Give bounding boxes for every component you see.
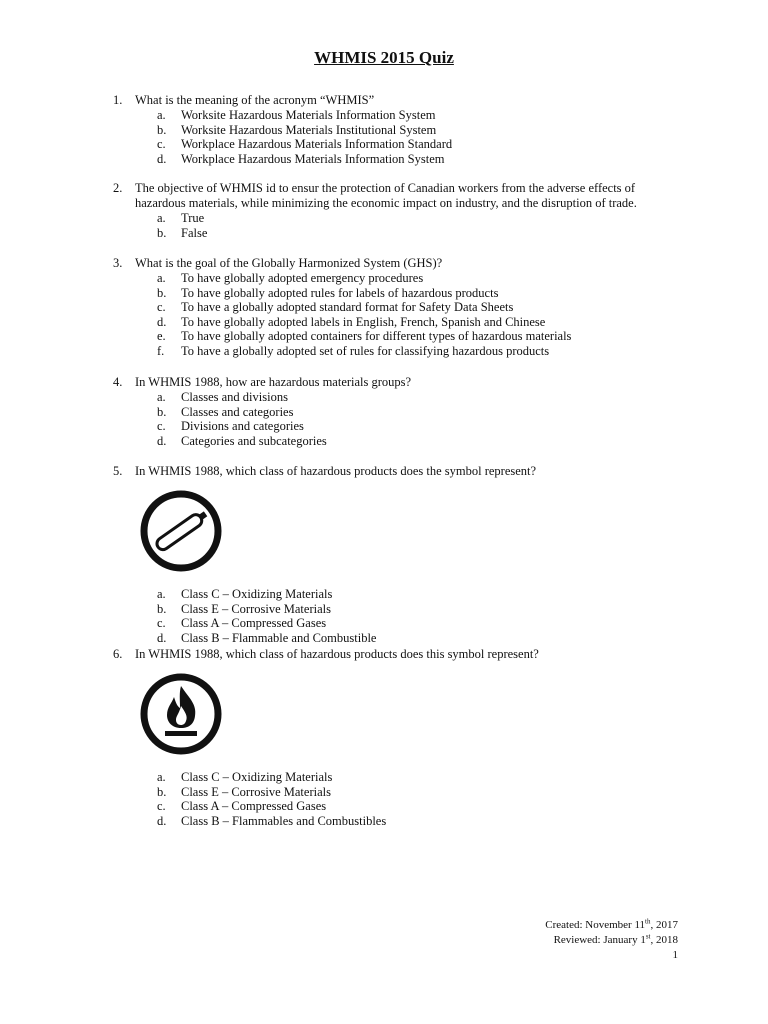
option-letter: c.	[157, 616, 166, 631]
question-text: In WHMIS 1988, which class of hazardous products does this symbol represent?	[135, 647, 539, 661]
option-text: Classes and categories	[181, 404, 294, 419]
question-number: 3.	[113, 256, 123, 270]
answer-options	[113, 390, 653, 448]
option-letter: c.	[157, 300, 166, 315]
created-ordinal: th	[645, 917, 651, 926]
option-text: Class A – Compressed Gases	[181, 799, 327, 814]
option-letter: d.	[157, 151, 167, 166]
option-letter: d.	[157, 314, 167, 329]
option-letter: b.	[157, 285, 167, 300]
answer-option	[157, 152, 653, 167]
answer-option	[157, 419, 653, 434]
question-number: 5.	[113, 464, 123, 478]
answer-options	[113, 587, 653, 645]
option-letter: b.	[157, 225, 167, 240]
answer-option	[157, 814, 653, 829]
option-letter: b.	[157, 404, 167, 419]
option-text: Class E – Corrosive Materials	[181, 601, 331, 616]
option-text: Worksite Hazardous Materials Information System	[181, 108, 436, 122]
answer-option	[157, 390, 653, 405]
option-letter: a.	[157, 211, 166, 225]
answer-option	[157, 344, 653, 359]
answer-option	[157, 602, 653, 617]
created-year: , 2017	[650, 919, 678, 931]
answer-options	[113, 211, 653, 240]
created-date	[545, 918, 678, 933]
question-4	[113, 375, 653, 448]
option-letter: d.	[157, 813, 167, 828]
answer-options	[113, 108, 653, 166]
document-footer	[545, 918, 678, 963]
option-text: To have globally adopted containers for different types of hazardous materials	[181, 329, 572, 344]
reviewed-ordinal: st	[645, 932, 651, 941]
option-letter: c.	[157, 799, 166, 814]
question-text: In WHMIS 1988, which class of hazardous products does the symbol represent?	[135, 464, 537, 478]
answer-option	[157, 300, 653, 315]
question-2	[113, 181, 653, 240]
option-text: Workplace Hazardous Materials Information Standard	[181, 137, 453, 152]
question-text: The objective of WHMIS id to ensur the protection of Canadian workers from the adverse effects of hazardous materials, while minimizing the economic impact on industry, and the disruption of trade.	[135, 181, 637, 210]
answer-option	[157, 286, 653, 301]
answer-options	[113, 271, 653, 359]
option-letter: b.	[157, 122, 167, 137]
answer-option	[157, 631, 653, 646]
question-6	[113, 647, 653, 828]
question-number: 6.	[113, 647, 123, 661]
option-text: Classes and divisions	[181, 390, 288, 404]
compressed-gas-cylinder-icon	[139, 489, 223, 573]
question-number: 4.	[113, 375, 123, 389]
option-letter: a.	[157, 770, 166, 784]
option-text: To have globally adopted rules for labels of hazardous products	[181, 285, 499, 300]
question-5	[113, 464, 653, 645]
option-letter: e.	[157, 329, 166, 344]
option-letter: d.	[157, 630, 167, 645]
option-letter: b.	[157, 784, 167, 799]
page-number: 1	[672, 949, 678, 961]
option-text: Worksite Hazardous Materials Institutional System	[181, 122, 437, 137]
option-text: To have globally adopted labels in English, French, Spanish and Chinese	[181, 314, 546, 329]
question-1	[113, 93, 653, 166]
option-text: Class B – Flammable and Combustible	[181, 630, 377, 645]
answer-option	[157, 770, 653, 785]
answer-option	[157, 226, 653, 241]
answer-option	[157, 211, 653, 226]
answer-options	[113, 770, 653, 828]
flame-icon	[139, 672, 223, 756]
question-text: What is the goal of the Globally Harmonized System (GHS)?	[135, 256, 443, 270]
option-text: Workplace Hazardous Materials Information System	[181, 151, 445, 166]
question-number: 2.	[113, 181, 123, 195]
option-text: Class B – Flammables and Combustibles	[181, 813, 387, 828]
option-text: Divisions and categories	[181, 419, 304, 434]
reviewed-date	[545, 933, 678, 948]
option-letter: c.	[157, 137, 166, 152]
answer-option	[157, 271, 653, 286]
option-letter: b.	[157, 601, 167, 616]
answer-option	[157, 587, 653, 602]
answer-option	[157, 108, 653, 123]
reviewed-year: , 2018	[650, 934, 678, 946]
option-text: To have globally adopted emergency procedures	[181, 271, 424, 285]
answer-option	[157, 315, 653, 330]
option-text: To have a globally adopted standard format for Safety Data Sheets	[181, 300, 514, 315]
question-number: 1.	[113, 93, 123, 107]
question-3	[113, 256, 653, 359]
option-letter: a.	[157, 271, 166, 285]
option-text: True	[181, 211, 205, 225]
question-text: What is the meaning of the acronym “WHMIS”	[135, 93, 375, 107]
option-text: Class C – Oxidizing Materials	[181, 770, 333, 784]
option-text: Categories and subcategories	[181, 433, 327, 448]
option-letter: a.	[157, 587, 166, 601]
option-letter: a.	[157, 108, 166, 122]
option-text: Class E – Corrosive Materials	[181, 784, 331, 799]
option-text: Class C – Oxidizing Materials	[181, 587, 333, 601]
answer-option	[157, 123, 653, 138]
answer-option	[157, 799, 653, 814]
option-text: To have a globally adopted set of rules for classifying hazardous products	[181, 343, 550, 358]
answer-option	[157, 616, 653, 631]
answer-option	[157, 329, 653, 344]
option-letter: a.	[157, 390, 166, 404]
option-text: Class A – Compressed Gases	[181, 616, 327, 631]
option-letter: d.	[157, 433, 167, 448]
reviewed-label: Reviewed: January 1	[553, 934, 646, 946]
created-label: Created: November 11	[545, 919, 646, 931]
answer-option	[157, 785, 653, 800]
answer-option	[157, 137, 653, 152]
answer-option	[157, 434, 653, 449]
option-letter: c.	[157, 419, 166, 434]
quiz-title: WHMIS 2015 Quiz	[314, 48, 454, 67]
option-text: False	[181, 225, 208, 240]
question-text: In WHMIS 1988, how are hazardous materials groups?	[135, 375, 412, 389]
option-letter: f.	[157, 343, 165, 358]
answer-option	[157, 405, 653, 420]
